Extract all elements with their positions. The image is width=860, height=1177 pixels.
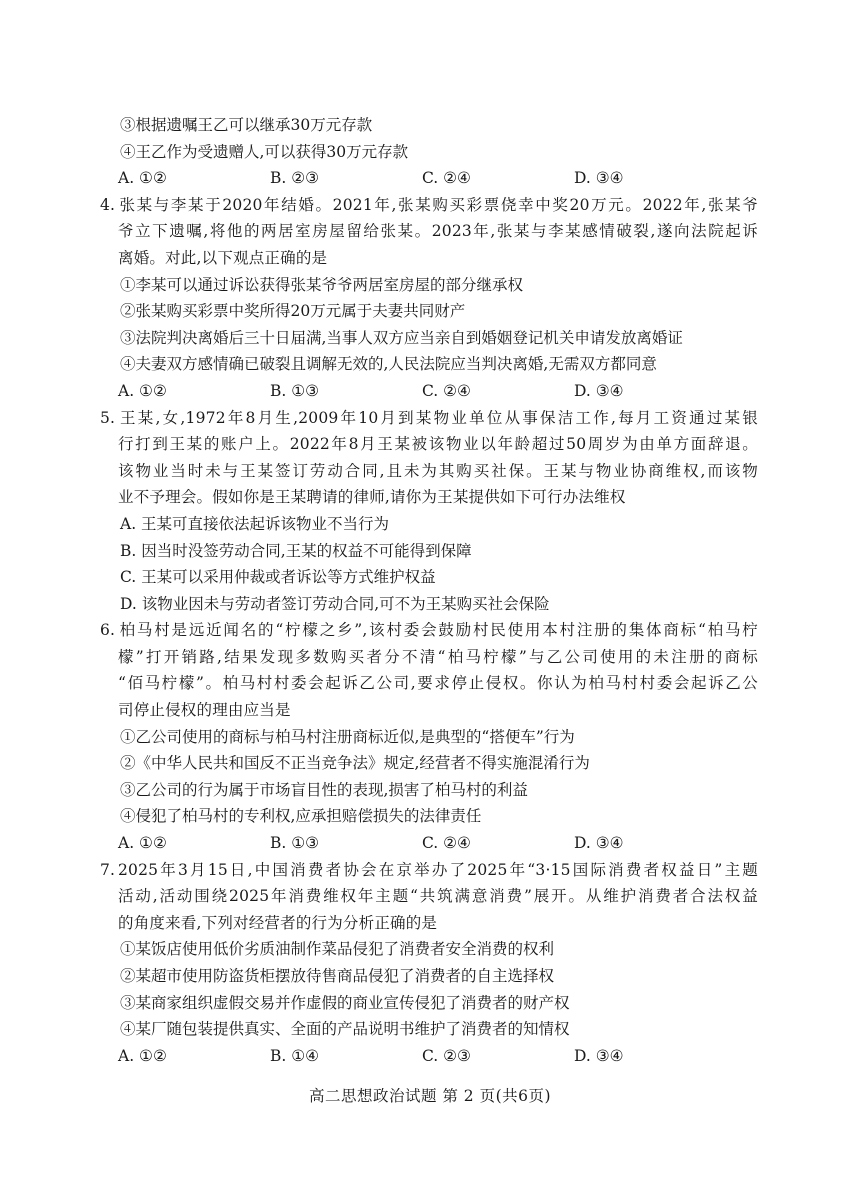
q5-option-d[interactable]: D. 该物业因未与劳动者签订劳动合同,可不为王某购买社会保险 bbox=[120, 594, 550, 613]
q4-stem-line-1: 4. 张某与李某于2020年结婚。2021年,张某购买彩票侥幸中奖20万元。2022年,张某爷 bbox=[100, 195, 758, 214]
q5-stem-line-3: 该物业当时未与王某签订劳动合同,且未为其购买社保。王某与物业协商维权,而该物 bbox=[118, 461, 758, 480]
q4-statement-2: ②张某购买彩票中奖所得20万元属于夫妻共同财产 bbox=[120, 302, 466, 321]
q4-choice-d[interactable]: D. ③④ bbox=[574, 381, 624, 400]
q3-choice-d[interactable]: D. ③④ bbox=[574, 169, 624, 188]
q4-statement-4: ④夫妻双方感情确已破裂且调解无效的,人民法院应当判决离婚,无需双方都同意 bbox=[120, 355, 657, 374]
q7-choice-a[interactable]: A. ①② bbox=[118, 1046, 167, 1065]
q7-statement-3: ③某商家组织虚假交易并作虚假的商业宣传侵犯了消费者的财产权 bbox=[120, 993, 570, 1012]
q7-stem-line-1: 7. 2025年3月15日,中国消费者协会在京举办了2025年“3·15国际消费者权益日”主题 bbox=[100, 860, 758, 879]
q5-stem-line-1: 5. 王某,女,1972年8月生,2009年10月到某物业单位从事保洁工作,每月工资通过某银 bbox=[100, 408, 758, 427]
q6-choice-b[interactable]: B. ①③ bbox=[270, 834, 320, 853]
q4-statement-3: ③法院判决离婚后三十日届满,当事人双方应当亲自到婚姻登记机关申请发放离婚证 bbox=[120, 328, 683, 347]
q4-choice-b[interactable]: B. ①③ bbox=[270, 381, 320, 400]
q7-statement-4: ④某厂随包装提供真实、全面的产品说明书维护了消费者的知情权 bbox=[120, 1020, 570, 1039]
q7-statement-1: ①某饭店使用低价劣质油制作菜品侵犯了消费者安全消费的权利 bbox=[120, 940, 555, 959]
q6-statement-3: ③乙公司的行为属于市场盲目性的表现,损害了柏马村的利益 bbox=[120, 780, 528, 799]
q6-statement-1: ①乙公司使用的商标与柏马村注册商标近似,是典型的“搭便车”行为 bbox=[120, 727, 575, 746]
q5-option-a[interactable]: A. 王某可直接依法起诉该物业不当行为 bbox=[120, 514, 390, 533]
q6-stem-line-3: “佰马柠檬”。柏马村村委会起诉乙公司,要求停止侵权。你认为柏马村村委会起诉乙公 bbox=[118, 674, 758, 693]
q4-choice-c[interactable]: C. ②④ bbox=[422, 381, 471, 400]
q5-option-b[interactable]: B. 因当时没签劳动合同,王某的权益不可能得到保障 bbox=[120, 541, 472, 560]
q6-statement-4: ④侵犯了柏马村的专利权,应承担赔偿损失的法律责任 bbox=[120, 807, 482, 826]
q3-choice-b[interactable]: B. ②③ bbox=[270, 169, 320, 188]
q3-choice-a[interactable]: A. ①② bbox=[118, 169, 167, 188]
q3-statement-3: ③根据遗嘱王乙可以继承30万元存款 bbox=[120, 116, 373, 134]
q7-stem-line-2: 活动,活动围绕2025年消费维权年主题“共筑满意消费”展开。从维护消费者合法权益 bbox=[118, 887, 758, 906]
q7-choice-b[interactable]: B. ①④ bbox=[270, 1046, 320, 1065]
q7-choice-c[interactable]: C. ②③ bbox=[422, 1046, 471, 1065]
q3-statement-4: ④王乙作为受遗赠人,可以获得30万元存款 bbox=[120, 142, 409, 161]
q6-stem-line-1: 6. 柏马村是远近闻名的“柠檬之乡”,该村委会鼓励村民使用本村注册的集体商标“柏马柠 bbox=[100, 621, 758, 640]
q4-stem-line-3: 离婚。对此,以下观点正确的是 bbox=[118, 248, 328, 267]
q6-stem-line-2: 檬”打开销路,结果发现多数购买者分不清“柏马柠檬”与乙公司使用的未注册的商标 bbox=[118, 647, 758, 666]
q5-option-c[interactable]: C. 王某可以采用仲裁或者诉讼等方式维护权益 bbox=[120, 568, 436, 587]
q4-choice-a[interactable]: A. ①② bbox=[118, 381, 167, 400]
q6-statement-2: ②《中华人民共和国反不正当竞争法》规定,经营者不得实施混淆行为 bbox=[120, 754, 590, 773]
q4-choices bbox=[118, 378, 758, 405]
q6-choice-c[interactable]: C. ②④ bbox=[422, 834, 471, 853]
q7-choices bbox=[118, 1043, 758, 1070]
q5-stem-line-4: 业不予理会。假如你是王某聘请的律师,请你为王某提供如下可行办法维权 bbox=[118, 488, 626, 507]
q5-stem-line-2: 行打到王某的账户上。2022年8月王某被该物业以年龄超过50周岁为由单方面辞退。 bbox=[118, 435, 758, 454]
page-content bbox=[100, 112, 758, 1069]
page-footer: 高二思想政治试题 第 2 页(共6页) bbox=[308, 1087, 552, 1105]
q3-choice-c[interactable]: C. ②④ bbox=[422, 169, 471, 188]
q6-choice-a[interactable]: A. ①② bbox=[118, 834, 167, 853]
q4-stem-line-2: 爷立下遗嘱,将他的两居室房屋留给张某。2023年,张某与李某感情破裂,遂向法院起诉 bbox=[118, 222, 758, 241]
q3-choices bbox=[118, 165, 758, 192]
q7-statement-2: ②某超市使用防盗货柜摆放待售商品侵犯了消费者的自主选择权 bbox=[120, 967, 555, 985]
q6-stem-line-4: 司停止侵权的理由应当是 bbox=[118, 701, 291, 720]
q7-stem-line-3: 的角度来看,下列对经营者的行为分析正确的是 bbox=[118, 913, 438, 932]
q7-choice-d[interactable]: D. ③④ bbox=[574, 1046, 624, 1065]
q6-choice-d[interactable]: D. ③④ bbox=[574, 834, 624, 853]
q4-statement-1: ①李某可以通过诉讼获得张某爷爷两居室房屋的部分继承权 bbox=[120, 275, 524, 294]
q6-choices bbox=[118, 830, 758, 857]
